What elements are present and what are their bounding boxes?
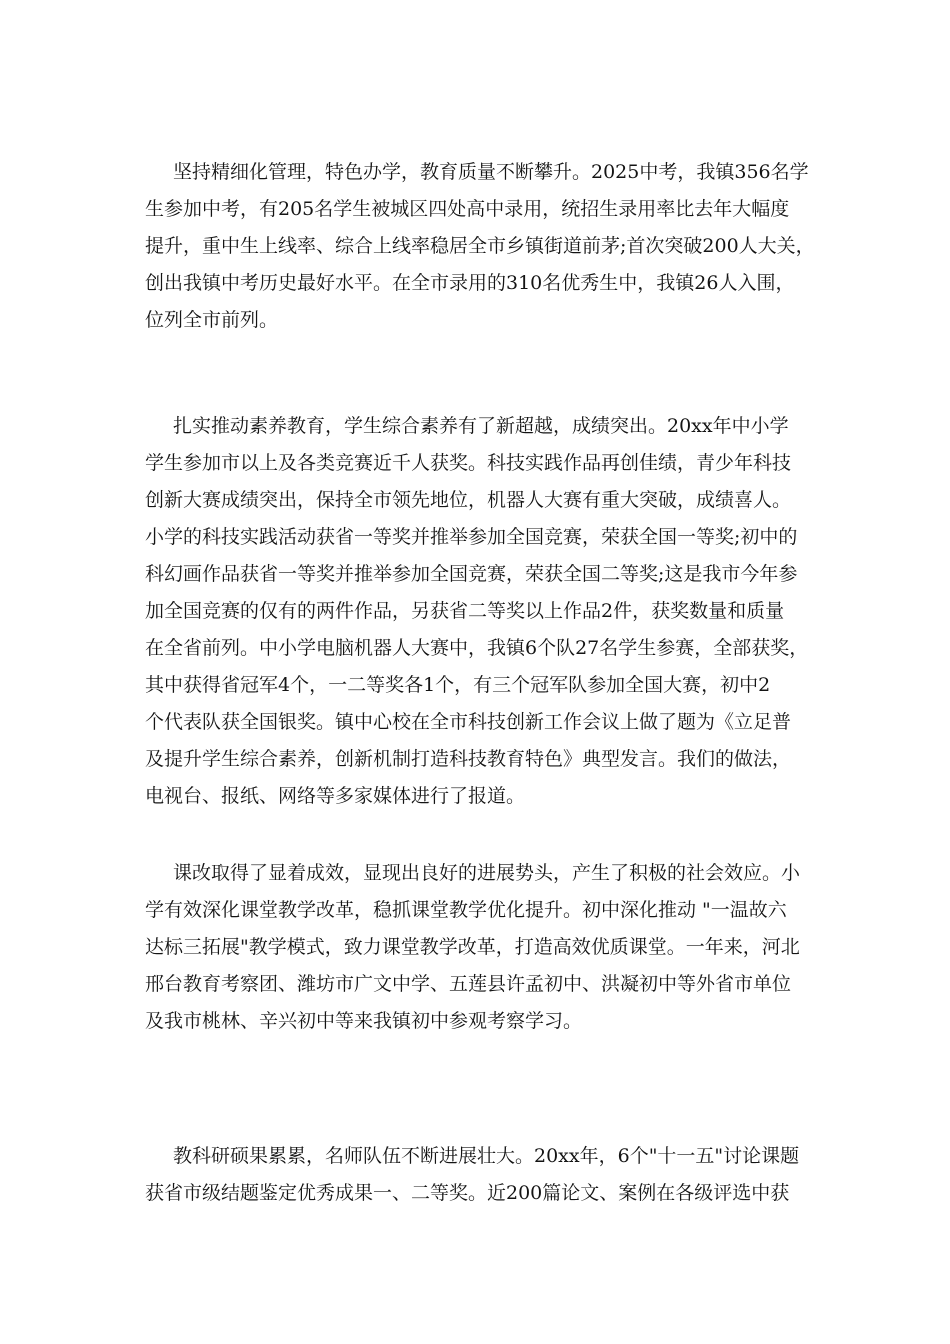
text-line: 创出我镇中考历史最好水平。在全市录用的310名优秀生中，我镇26人入围， — [145, 272, 795, 294]
text-line: 邢台教育考察团、潍坊市广文中学、五莲县许孟初中、洪凝初中等外省市单位 — [145, 973, 792, 995]
text-line: 教科研硕果累累，名师队伍不断进展壮大。20xx年，6个"十一五"讨论课题 — [173, 1145, 800, 1167]
text-line: 学有效深化课堂教学改革，稳抓课堂教学优化提升。初中深化推动 "一温故六 — [145, 899, 787, 921]
text-line: 个代表队获全国银奖。镇中心校在全市科技创新工作会议上做了题为《立足普 — [145, 711, 792, 733]
text-line: 生参加中考，有205名学生被城区四处高中录用，统招生录用率比去年大幅度 — [145, 198, 790, 220]
text-line: 课改取得了显着成效，显现出良好的进展势头，产生了积极的社会效应。小 — [173, 862, 801, 884]
text-line: 达标三拓展"教学模式，致力课堂教学改革，打造高效优质课堂。一年来，河北 — [145, 936, 800, 958]
text-line: 创新大赛成绩突出，保持全市领先地位，机器人大赛有重大突破，成绩喜人。 — [145, 489, 792, 511]
paragraph-research-results — [145, 1138, 815, 1212]
paragraph-quality-education — [145, 408, 815, 815]
text-line: 学生参加市以上及各类竞赛近千人获奖。科技实践作品再创佳绩，青少年科技 — [145, 452, 792, 474]
paragraph-curriculum-reform — [145, 855, 815, 1040]
text-line: 提升，重中生上线率、综合上线率稳居全市乡镇街道前茅;首次突破200人大关， — [145, 235, 815, 257]
text-line: 扎实推动素养教育，学生综合素养有了新超越，成绩突出。20xx年中小学 — [173, 415, 789, 437]
text-line: 及提升学生综合素养，创新机制打造科技教育特色》典型发言。我们的做法， — [145, 748, 792, 770]
text-line: 位列全市前列。 — [145, 309, 279, 331]
text-line: 获省市级结题鉴定优秀成果一、二等奖。近200篇论文、案例在各级评选中获 — [145, 1182, 790, 1204]
text-line: 科幻画作品获省一等奖并推举参加全国竞赛，荣获全国二等奖;这是我市今年参 — [145, 563, 798, 585]
text-line: 在全省前列。中小学电脑机器人大赛中，我镇6个队27名学生参赛，全部获奖， — [145, 637, 809, 659]
text-line: 小学的科技实践活动获省一等奖并推举参加全国竞赛，荣获全国一等奖;初中的 — [145, 526, 798, 548]
text-line: 加全国竞赛的仅有的两件作品，另获省二等奖以上作品2件，获奖数量和质量 — [145, 600, 785, 622]
text-line: 及我市桃林、辛兴初中等来我镇初中参观考察学习。 — [145, 1010, 583, 1032]
text-line: 电视台、报纸、网络等多家媒体进行了报道。 — [145, 785, 526, 807]
text-line: 坚持精细化管理，特色办学，教育质量不断攀升。2025中考，我镇356名学 — [173, 161, 809, 183]
text-line: 其中获得省冠军4个，一二等奖各1个，有三个冠军队参加全国大赛，初中2 — [145, 674, 771, 696]
paragraph-exam-results — [145, 154, 815, 339]
